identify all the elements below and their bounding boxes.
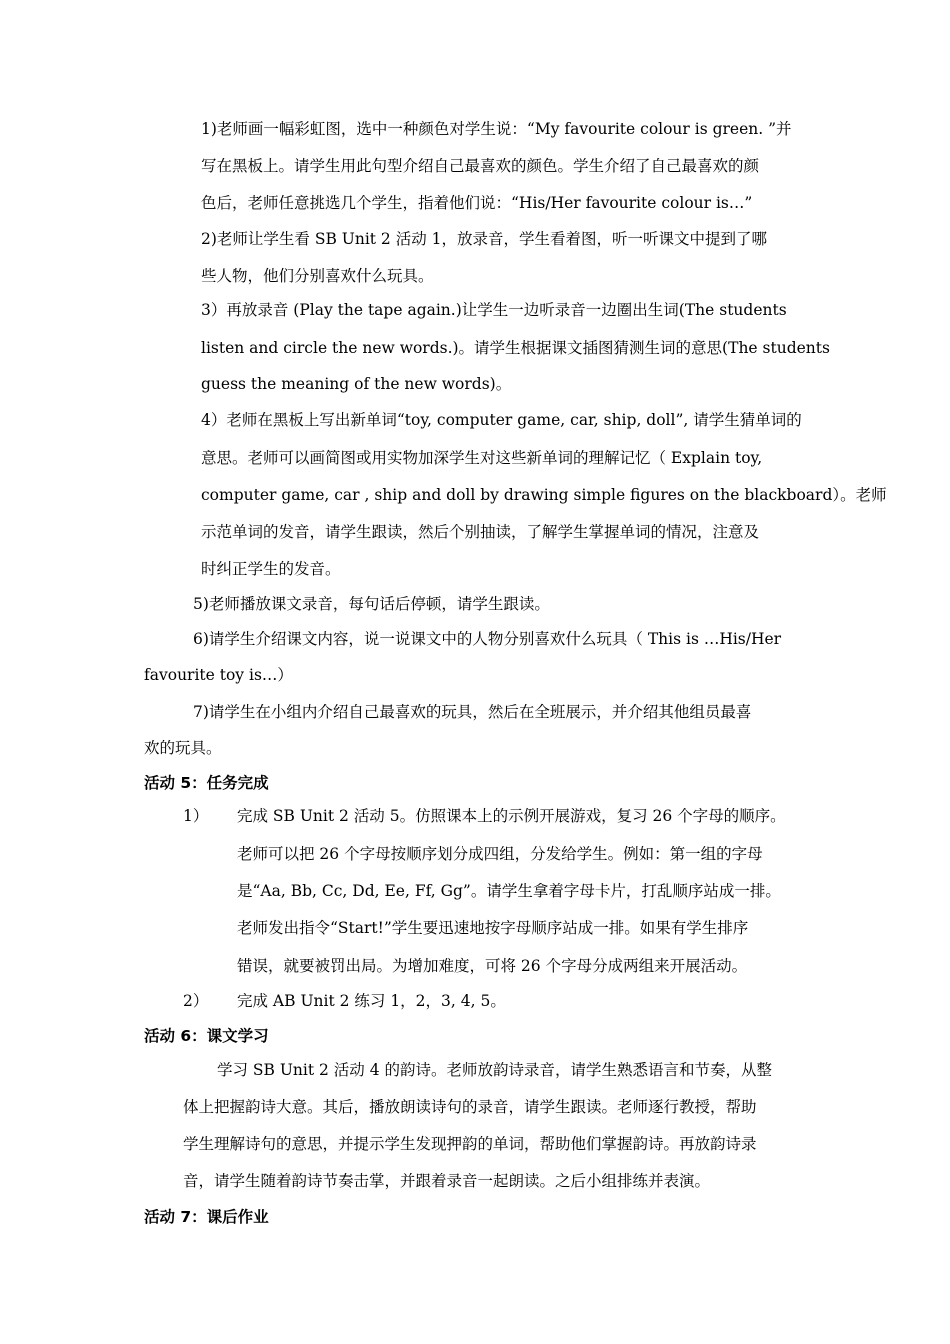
para4-line2: 意思。老师可以画简图或用实物加深学生对这些新单词的理解记忆（ Explain toy,	[201, 449, 763, 467]
activity5-item1-line3: 是“Aa, Bb, Cc, Dd, Ee, Ff, Gg”。请学生拿着字母卡片，打乱顺序站成一排。	[237, 882, 781, 900]
para1-line3: 色后，老师任意挑选几个学生，指着他们说：“His/Her favourite colour is…”	[201, 194, 753, 212]
para2-line2: 些人物，他们分别喜欢什么玩具。	[201, 267, 434, 285]
para4-line4: 示范单词的发音，请学生跟读，然后个别抽读，了解学生掌握单词的情况，注意及	[201, 523, 760, 541]
activity6-heading: 活动 6：课文学习	[144, 1027, 269, 1045]
activity5-item2-number: 2）	[183, 992, 209, 1010]
activity6-line4: 音，请学生随着韵诗节奏击掌，并跟着录音一起朗读。之后小组排练并表演。	[183, 1172, 711, 1190]
para6-line1: 6)请学生介绍课文内容，说一说课文中的人物分别喜欢什么玩具（ This is …His/Her	[193, 630, 782, 648]
activity7-heading: 活动 7：课后作业	[144, 1208, 269, 1226]
para2-line1: 2)老师让学生看 SB Unit 2 活动 1，放录音，学生看着图，听一听课文中提到了哪	[201, 230, 768, 248]
para4-line3: computer game, car , ship and doll by drawing simple figures on the blackboard）。老师	[201, 486, 887, 504]
activity6-line2: 体上把握韵诗大意。其后，播放朗读诗句的录音，请学生跟读。老师逐行教授，帮助	[183, 1098, 757, 1116]
activity5-item1-line5: 错误，就要被罚出局。为增加难度，可将 26 个字母分成两组来开展活动。	[237, 957, 748, 975]
activity5-item1-line1: 完成 SB Unit 2 活动 5。仿照课本上的示例开展游戏，复习 26 个字母的顺序。	[237, 807, 786, 825]
activity6-line3: 学生理解诗句的意思，并提示学生发现押韵的单词，帮助他们掌握韵诗。再放韵诗录	[183, 1135, 757, 1153]
para7-line2: 欢的玩具。	[144, 739, 222, 757]
para6-line2: favourite toy is…）	[144, 666, 293, 684]
para1-line2: 写在黑板上。请学生用此句型介绍自己最喜欢的颜色。学生介绍了自己最喜欢的颜	[201, 157, 760, 175]
activity5-item1-line4: 老师发出指令“Start!”学生要迅速地按字母顺序站成一排。如果有学生排序	[237, 919, 749, 937]
activity6-line1: 学习 SB Unit 2 活动 4 的韵诗。老师放韵诗录音，请学生熟悉语言和节奏，从整	[217, 1061, 773, 1079]
para3-line1: 3）再放录音 (Play the tape again.)让学生一边听录音一边圈出生词(The students	[201, 301, 787, 319]
activity5-item2-text: 完成 AB Unit 2 练习 1，2，3, 4, 5。	[237, 992, 506, 1010]
para5-line1: 5)老师播放课文录音，每句话后停顿，请学生跟读。	[193, 595, 550, 613]
para7-line1: 7)请学生在小组内介绍自己最喜欢的玩具，然后在全班展示，并介绍其他组员最喜	[193, 703, 752, 721]
para3-line2: listen and circle the new words.)。请学生根据课文插图猜测生词的意思(The students	[201, 339, 830, 357]
para3-line3: guess the meaning of the new words)。	[201, 375, 512, 393]
activity5-heading: 活动 5：任务完成	[144, 774, 269, 792]
para4-line5: 时纠正学生的发音。	[201, 560, 341, 578]
activity5-item1-number: 1）	[183, 807, 209, 825]
activity5-item1-line2: 老师可以把 26 个字母按顺序划分成四组，分发给学生。例如：第一组的字母	[237, 845, 763, 863]
para4-line1: 4）老师在黑板上写出新单词“toy, computer game, car, ship, doll”, 请学生猜单词的	[201, 411, 802, 429]
para1-line1: 1)老师画一幅彩虹图，选中一种颜色对学生说：“My favourite colour is green. ”并	[201, 120, 792, 138]
